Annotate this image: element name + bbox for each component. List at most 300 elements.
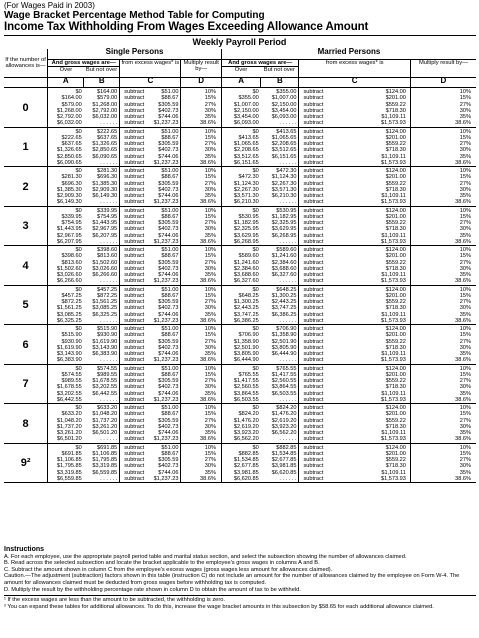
single-subtract-cell [120, 88, 181, 96]
married-not-over-cell: $3,571.30 [271, 186, 297, 193]
married-not-over-cell: . . . . . . [261, 436, 299, 443]
married-over-cell: $1,534.85 [221, 457, 260, 463]
married-over-cell: $3,923.20 [221, 430, 260, 436]
single-subtract-label: subtract [124, 199, 145, 206]
single-subtract-amount: $51.00 [161, 286, 179, 293]
married-rate-cell: 10% [410, 246, 476, 254]
married-over-cell: $0 [221, 246, 260, 254]
single-subtract-amount: $402.73 [158, 305, 179, 312]
single-subtract-amount: $51.00 [161, 247, 179, 253]
married-subtract-amount: $124.00 [385, 365, 406, 372]
married-over-cell: $3,571.30 [221, 193, 260, 199]
married-over-cell: $6,620.85 [221, 476, 260, 483]
single-subtract-amount: $88.67 [161, 174, 179, 181]
title-rule [4, 35, 476, 36]
married-over-cell: $3,805.90 [221, 351, 260, 357]
married-over-cell: $6,210.30 [221, 199, 260, 206]
table-row [4, 167, 476, 175]
single-over-cell: $0 [48, 404, 84, 412]
single-not-over-cell: . . . . . . [84, 160, 120, 167]
wages-year-note: (For Wages Paid in 2003) [4, 1, 95, 10]
married-subtract-label: subtract [303, 332, 324, 339]
table-row [4, 199, 476, 206]
single-subtract-label: subtract [124, 405, 145, 411]
single-subtract-amount: $1,237.23 [153, 396, 179, 403]
single-subtract-label: subtract [124, 89, 145, 95]
married-over-cell: $3,688.60 [221, 272, 260, 278]
married-over-cell: $2,501.90 [221, 345, 260, 351]
single-not-over-cell: $222.65 [97, 128, 118, 135]
single-not-over-cell: $872.25 [97, 292, 118, 299]
married-not-over-cell: $824.20 [276, 405, 297, 411]
married-over-cell: $2,208.65 [221, 147, 260, 153]
married-subtract-label: subtract [303, 226, 324, 233]
single-rate-cell: 15% [181, 174, 221, 180]
married-over-cell: $0 [221, 404, 260, 412]
single-subtract-label: subtract [124, 332, 145, 339]
single-subtract-amount: $744.06 [158, 469, 179, 476]
married-not-over-cell: . . . . . . [261, 239, 299, 246]
single-rate-cell: 10% [181, 325, 221, 333]
single-rate-cell: 27% [181, 299, 221, 305]
single-subtract-label: subtract [124, 469, 145, 476]
married-over-cell: $2,677.85 [221, 463, 260, 469]
married-not-over-cell: $2,619.20 [271, 417, 297, 424]
single-subtract-label: subtract [124, 390, 145, 397]
married-subtract-amount: $1,109.11 [381, 469, 406, 476]
single-not-over-cell: $6,383.90 [92, 351, 118, 357]
married-rate-cell: 30% [410, 108, 476, 114]
single-rate-cell: 27% [181, 418, 221, 424]
single-over-cell: $0 [48, 127, 84, 135]
married-subtract-amount: $1,109.11 [381, 311, 406, 318]
single-not-over-cell: $1,619.90 [92, 338, 118, 345]
married-subtract-label: subtract [303, 457, 324, 463]
table-row [4, 397, 476, 404]
single-over-cell: $6,501.20 [48, 436, 84, 443]
single-rate-cell: 15% [181, 293, 221, 299]
married-rate-cell: 35% [410, 193, 476, 199]
single-subtract-amount: $88.67 [161, 332, 179, 339]
married-subtract-amount: $1,109.11 [381, 153, 406, 160]
single-over-cell: $339.95 [48, 214, 84, 220]
single-rate-cell: 15% [181, 451, 221, 457]
single-not-over-cell: $696.30 [97, 174, 118, 181]
single-rate-cell: 15% [181, 411, 221, 417]
single-over-cell: $0 [48, 325, 84, 333]
married-rate-cell: 35% [410, 312, 476, 318]
married-subtract-amount: $1,573.93 [381, 357, 406, 364]
married-over-cell: $3,512.65 [221, 154, 260, 160]
single-not-over-cell: $1,048.20 [92, 411, 118, 418]
married-over-cell: $1,241.60 [221, 260, 260, 266]
single-persons-header: Single Persons [48, 49, 222, 60]
single-not-over-cell: $6,501.20 [92, 430, 118, 436]
married-subtract-amount: $1,573.93 [381, 238, 406, 245]
single-rate-cell: 10% [181, 404, 221, 412]
married-subtract-amount: $559.22 [385, 417, 406, 424]
single-rate-cell: 38.6% [181, 357, 221, 364]
married-subtract-amount: $718.30 [385, 423, 406, 430]
single-subtract-label: subtract [124, 436, 145, 443]
single-subtract-cell [120, 364, 181, 372]
single-over-cell: $3,026.60 [48, 272, 84, 278]
married-subtract-cell [299, 199, 410, 206]
single-rate-cell: 15% [181, 253, 221, 259]
single-over-cell: $637.65 [48, 141, 84, 147]
single-subtract-label: subtract [124, 384, 145, 391]
married-rate-cell: 27% [410, 141, 476, 147]
single-subtract-label: subtract [124, 120, 145, 127]
single-rate-cell: 30% [181, 305, 221, 311]
table-row [4, 325, 476, 333]
married-rate-cell: 15% [410, 332, 476, 338]
single-rate-cell: 30% [181, 345, 221, 351]
married-not-over-cell: $706.90 [276, 326, 297, 332]
married-subtract-label: subtract [303, 436, 324, 443]
married-not-over-cell: $1,182.95 [271, 213, 297, 220]
married-not-over-cell: $6,210.30 [271, 193, 297, 199]
married-rate-cell: 10% [410, 88, 476, 96]
single-over-cell: $0 [48, 364, 84, 372]
married-not-over-cell: $1,534.85 [271, 450, 297, 457]
single-rate-cell: 10% [181, 88, 221, 96]
single-not-over-cell: $3,143.90 [92, 344, 118, 351]
married-not-over-cell: $6,620.85 [271, 469, 297, 476]
married-over-cell: $6,562.20 [221, 436, 260, 443]
single-subtract-amount: $88.67 [161, 95, 179, 102]
single-subtract-label: subtract [124, 247, 145, 253]
column-letter-single-b: B [84, 78, 120, 88]
married-rate-cell: 30% [410, 226, 476, 232]
married-not-over-cell: $6,268.95 [271, 232, 297, 239]
married-rate-cell: 27% [410, 260, 476, 266]
single-subtract-amount: $744.06 [158, 153, 179, 160]
single-over-cell: $1,678.55 [48, 384, 84, 390]
married-not-over-cell: $6,327.60 [271, 272, 297, 278]
single-rate-cell: 30% [181, 108, 221, 114]
married-rate-cell: 38.6% [410, 278, 476, 285]
married-over-cell: $6,327.60 [221, 278, 260, 285]
single-subtract-label: subtract [124, 463, 145, 470]
single-not-over-cell: $1,561.25 [92, 299, 118, 305]
column-letter-married-d: D [410, 78, 476, 88]
married-subtract-amount: $201.00 [385, 411, 406, 418]
married-subtract-amount: $559.22 [385, 299, 406, 305]
letters-blank-cell [4, 78, 48, 88]
married-subtract-amount: $559.22 [385, 180, 406, 187]
table-row [4, 285, 476, 293]
married-subtract-label: subtract [303, 417, 324, 424]
single-subtract-cell [120, 404, 181, 412]
single-subtract-label: subtract [124, 174, 145, 181]
column-letter-single-c: C [120, 78, 181, 88]
allowances-count: 7 [4, 364, 48, 404]
married-rate-cell: 27% [410, 418, 476, 424]
married-over-cell: $3,864.55 [221, 391, 260, 397]
single-rate-cell: 38.6% [181, 476, 221, 483]
married-subtract-amount: $1,573.93 [381, 475, 406, 482]
single-over-cell: $3,261.20 [48, 430, 84, 436]
married-rate-cell: 10% [410, 127, 476, 135]
married-rate-cell: 35% [410, 351, 476, 357]
married-not-over-cell: $3,747.25 [271, 305, 297, 312]
married-over-cell: $2,560.55 [221, 384, 260, 390]
column-letter-married-a: A [221, 78, 260, 88]
single-subtract-label: subtract [124, 357, 145, 364]
single-subtract-label: subtract [124, 253, 145, 260]
married-subtract-cell [299, 357, 410, 364]
married-rate-cell: 10% [410, 206, 476, 214]
single-not-over-cell: $1,106.85 [92, 450, 118, 457]
married-over-cell: $1,417.55 [221, 378, 260, 384]
single-subtract-amount: $744.06 [158, 232, 179, 239]
married-not-over-cell: $589.60 [276, 247, 297, 253]
married-rate-cell: 10% [410, 404, 476, 412]
single-subtract-amount: $305.59 [158, 417, 179, 424]
table-row [4, 364, 476, 372]
married-subtract-label: subtract [303, 390, 324, 397]
married-subtract-cell [299, 239, 410, 246]
table-row [4, 206, 476, 214]
married-rate-cell: 35% [410, 233, 476, 239]
married-over-cell: $2,325.95 [221, 226, 260, 232]
married-subtract-label: subtract [303, 351, 324, 357]
single-not-over-cell: $574.55 [97, 365, 118, 372]
single-over-cell: $0 [48, 443, 84, 451]
single-over-cell: $6,325.25 [48, 318, 84, 325]
single-subtract-cell [120, 285, 181, 293]
married-subtract-amount: $718.30 [385, 344, 406, 351]
single-rate-cell: 30% [181, 384, 221, 390]
single-over-cell: $1,048.20 [48, 418, 84, 424]
single-subtract-cell [120, 278, 181, 285]
single-subtract-label: subtract [124, 220, 145, 226]
married-not-over-cell: $6,444.90 [271, 351, 297, 357]
married-subtract-amount: $201.00 [385, 292, 406, 299]
married-subtract-label: subtract [303, 326, 324, 332]
single-rate-cell: 38.6% [181, 239, 221, 246]
single-over-cell: $872.25 [48, 299, 84, 305]
married-subtract-amount: $201.00 [385, 332, 406, 339]
single-not-over-cell: . . . . . . [84, 278, 120, 285]
married-rate-cell: 35% [410, 430, 476, 436]
single-subtract-amount: $744.06 [158, 390, 179, 397]
married-over-cell: $2,150.00 [221, 108, 260, 114]
married-subtract-cell [299, 246, 410, 254]
single-subtract-cell [120, 160, 181, 167]
column-letter-single-a: A [48, 78, 84, 88]
single-not-over-cell: . . . . . . [84, 397, 120, 404]
married-subtract-label: subtract [303, 305, 324, 312]
single-subtract-amount: $1,237.23 [153, 317, 179, 324]
married-rate-cell: 30% [410, 345, 476, 351]
married-subtract-amount: $1,573.93 [381, 317, 406, 324]
single-over-cell: $691.85 [48, 451, 84, 457]
single-multiply-header: Multiply result by— [181, 60, 221, 78]
married-subtract-amount: $124.00 [385, 168, 406, 174]
single-not-over-cell: $6,325.25 [92, 311, 118, 318]
married-over-cell: $765.55 [221, 372, 260, 378]
single-subtract-label: subtract [124, 159, 145, 166]
married-subtract-amount: $1,573.93 [381, 159, 406, 166]
married-not-over-cell: $413.65 [276, 128, 297, 135]
married-not-over-cell: $1,241.60 [271, 253, 297, 260]
single-subtract-label: subtract [124, 371, 145, 378]
single-over-cell: $754.95 [48, 220, 84, 226]
married-not-over-cell: $355.00 [276, 89, 297, 95]
single-rate-cell: 27% [181, 181, 221, 187]
married-subtract-amount: $124.00 [385, 326, 406, 332]
table-row [4, 404, 476, 412]
married-not-over-cell: $6,386.25 [271, 311, 297, 318]
married-subtract-amount: $201.00 [385, 95, 406, 102]
married-rate-cell: 27% [410, 181, 476, 187]
single-over-cell: $2,850.65 [48, 154, 84, 160]
married-over-cell: $355.00 [221, 95, 260, 101]
married-subtract-amount: $559.22 [385, 259, 406, 266]
single-over-cell: $222.65 [48, 135, 84, 141]
single-subtract-amount: $744.06 [158, 193, 179, 199]
instructions [4, 547, 476, 610]
married-subtract-cell [299, 160, 410, 167]
married-subtract-amount: $201.00 [385, 371, 406, 378]
single-over-cell: $6,559.85 [48, 476, 84, 483]
single-subtract-amount: $744.06 [158, 311, 179, 318]
single-over-cell: $0 [48, 167, 84, 175]
single-over-cell: $3,143.90 [48, 351, 84, 357]
married-rate-cell: 15% [410, 95, 476, 101]
married-subtract-label: subtract [303, 180, 324, 187]
table-row [4, 88, 476, 96]
instruction-c: C. Subtract the amount shown in column C from the employee's excess wages (gross wages less amount for allowances claimed). [4, 566, 333, 573]
single-rate-cell: 38.6% [181, 397, 221, 404]
single-subtract-amount: $744.06 [158, 430, 179, 436]
single-subtract-amount: $51.00 [161, 207, 179, 214]
married-rate-cell: 30% [410, 266, 476, 272]
single-over-cell: $1,106.85 [48, 457, 84, 463]
instruction-d: D. Multiply the result by the withholding percentage rate shown in column D to obtain the amount of tax to be withheld. [4, 586, 301, 593]
married-not-over-cell: $3,981.85 [271, 463, 297, 470]
married-not-over-cell: . . . . . . [261, 357, 299, 364]
single-over-cell: $3,202.55 [48, 391, 84, 397]
married-rate-cell: 38.6% [410, 199, 476, 206]
single-gross-header: And gross wages are— Over But not over [48, 60, 120, 78]
single-subtract-cell [120, 443, 181, 451]
single-over-cell: $1,795.85 [48, 463, 84, 469]
married-over-cell: $824.20 [221, 411, 260, 417]
married-gross-header: And gross wages are— Over But not over [221, 60, 299, 78]
single-not-over-cell: $398.60 [97, 247, 118, 253]
single-subtract-amount: $51.00 [161, 168, 179, 174]
single-rate-cell: 27% [181, 260, 221, 266]
single-subtract-label: subtract [124, 457, 145, 463]
married-multiply-header: Multiply result by— [410, 60, 476, 78]
single-not-over-cell: $2,967.95 [92, 226, 118, 233]
married-subtract-amount: $1,573.93 [381, 120, 406, 127]
single-rate-cell: 38.6% [181, 160, 221, 167]
single-rate-cell: 30% [181, 463, 221, 469]
married-rate-cell: 30% [410, 463, 476, 469]
single-subtract-cell [120, 318, 181, 325]
married-subtract-label: subtract [303, 114, 324, 120]
married-subtract-label: subtract [303, 259, 324, 266]
married-over-cell: $1,007.00 [221, 102, 260, 108]
column-letter-married-c: C [299, 78, 410, 88]
single-subtract-amount: $305.59 [158, 457, 179, 463]
single-subtract-label: subtract [124, 311, 145, 318]
married-subtract-amount: $1,573.93 [381, 396, 406, 403]
married-subtract-amount: $718.30 [385, 147, 406, 154]
single-not-over-cell: . . . . . . [84, 436, 120, 443]
single-over-cell: $164.00 [48, 95, 84, 101]
single-subtract-amount: $1,237.23 [153, 159, 179, 166]
single-subtract-cell [120, 246, 181, 254]
single-subtract-amount: $1,237.23 [153, 238, 179, 245]
married-subtract-cell [299, 397, 410, 404]
married-not-over-cell: $6,093.00 [271, 114, 297, 120]
single-not-over-cell: $930.90 [97, 332, 118, 339]
single-subtract-amount: $1,237.23 [153, 436, 179, 443]
single-rate-cell: 35% [181, 470, 221, 476]
married-subtract-amount: $1,573.93 [381, 436, 406, 443]
married-rate-cell: 35% [410, 114, 476, 120]
married-subtract-amount: $201.00 [385, 134, 406, 141]
single-subtract-amount: $88.67 [161, 411, 179, 418]
single-not-over-cell: $579.00 [97, 95, 118, 102]
married-not-over-cell: $472.30 [276, 168, 297, 174]
single-subtract-label: subtract [124, 265, 145, 272]
married-subtract-cell [299, 278, 410, 285]
married-not-over-cell: $3,512.65 [271, 147, 297, 154]
married-rate-cell: 38.6% [410, 120, 476, 127]
single-over-cell: $6,149.30 [48, 199, 84, 206]
married-excess-header: from excess wages* is [299, 60, 410, 78]
married-subtract-label: subtract [303, 317, 324, 324]
single-subtract-amount: $402.73 [158, 463, 179, 470]
single-not-over-cell: $2,850.65 [92, 147, 118, 154]
married-subtract-label: subtract [303, 141, 324, 147]
married-not-over-cell: . . . . . . [261, 278, 299, 285]
married-not-over-cell: $1,417.55 [271, 371, 297, 378]
married-rate-cell: 10% [410, 325, 476, 333]
single-not-over-cell: $2,909.30 [92, 186, 118, 193]
single-rate-cell: 15% [181, 135, 221, 141]
single-over-cell: $2,909.30 [48, 193, 84, 199]
married-subtract-amount: $124.00 [385, 89, 406, 95]
single-not-over-cell: . . . . . . [84, 120, 120, 127]
single-subtract-amount: $305.59 [158, 180, 179, 187]
single-over-cell: $1,502.60 [48, 266, 84, 272]
married-subtract-amount: $1,573.93 [381, 199, 406, 206]
married-subtract-label: subtract [303, 89, 324, 95]
single-not-over-cell: $3,026.60 [92, 265, 118, 272]
married-subtract-label: subtract [303, 238, 324, 245]
married-subtract-amount: $1,109.11 [381, 114, 406, 120]
married-not-over-cell: $1,007.00 [271, 95, 297, 102]
married-not-over-cell: $2,560.55 [271, 378, 297, 384]
instruction-b: B. Read across the selected subsection and locate the bracket applicable to the employee's gross wages in columns A and B. [4, 560, 320, 567]
married-rate-cell: 35% [410, 391, 476, 397]
married-subtract-label: subtract [303, 199, 324, 206]
single-subtract-label: subtract [124, 226, 145, 233]
married-over-cell: $1,476.20 [221, 418, 260, 424]
single-rate-cell: 38.6% [181, 120, 221, 127]
single-subtract-amount: $1,237.23 [153, 120, 179, 127]
single-subtract-amount: $744.06 [158, 272, 179, 278]
married-subtract-amount: $559.22 [385, 141, 406, 147]
single-subtract-label: subtract [124, 344, 145, 351]
